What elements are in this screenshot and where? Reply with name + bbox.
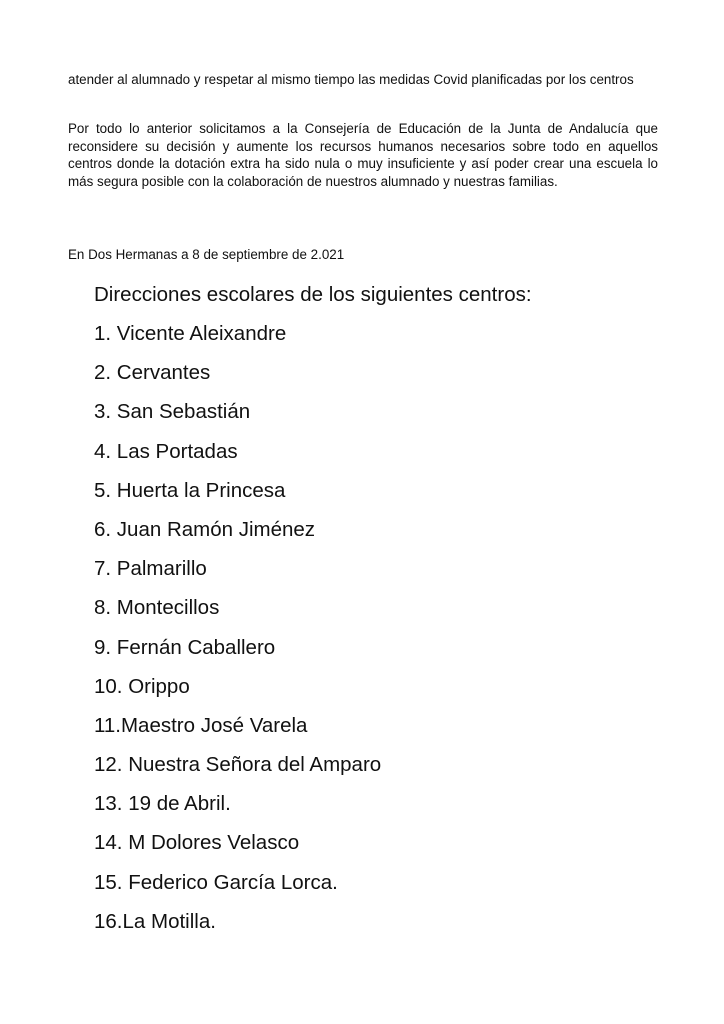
list-item: 10. Orippo [94,674,190,698]
list-item: 13. 19 de Abril. [94,792,231,816]
list-item: 12. Nuestra Señora del Amparo [94,753,382,777]
list-item: 1. Vicente Aleixandre [94,322,287,345]
list-item: 16.La Motilla. [94,909,216,933]
list-item: 11.Maestro José Varela [94,713,308,737]
centers-section [94,282,694,948]
list-item: 9. Fernán Caballero [94,635,276,659]
list-item: 14. M Dolores Velasco [94,831,300,855]
list-item: 6. Juan Ramón Jiménez [94,517,316,541]
date-line: En Dos Hermanas a 8 de septiembre de 2.021 [68,247,345,262]
paragraph-covid-measures: atender al alumnado y respetar al mismo tiempo las medidas Covid planificadas por los centros [68,72,634,87]
paragraph-request: Por todo lo anterior solicitamos a la Consejería de Educación de la Junta de Andalucía que reconsidere su decisión y aumente los recursos humanos necesarios sobre todo en aquellos centros donde la dotación extra ha sido nula o muy insuficiente y así poder crear una escuela lo más segura posible con la colaboración de nuestros alumnado y nuestras familias. [68,121,658,189]
list-item: 15. Federico García Lorca. [94,870,338,894]
list-item: 8. Montecillos [94,596,220,620]
centers-list [94,321,694,948]
list-item: 7. Palmarillo [94,557,207,581]
list-item: 4. Las Portadas [94,439,238,463]
list-item: 5. Huerta la Princesa [94,478,286,502]
list-item: 3. San Sebastián [94,400,251,424]
list-item: 2. Cervantes [94,361,211,385]
list-heading: Direcciones escolares de los siguientes centros: [94,283,532,306]
